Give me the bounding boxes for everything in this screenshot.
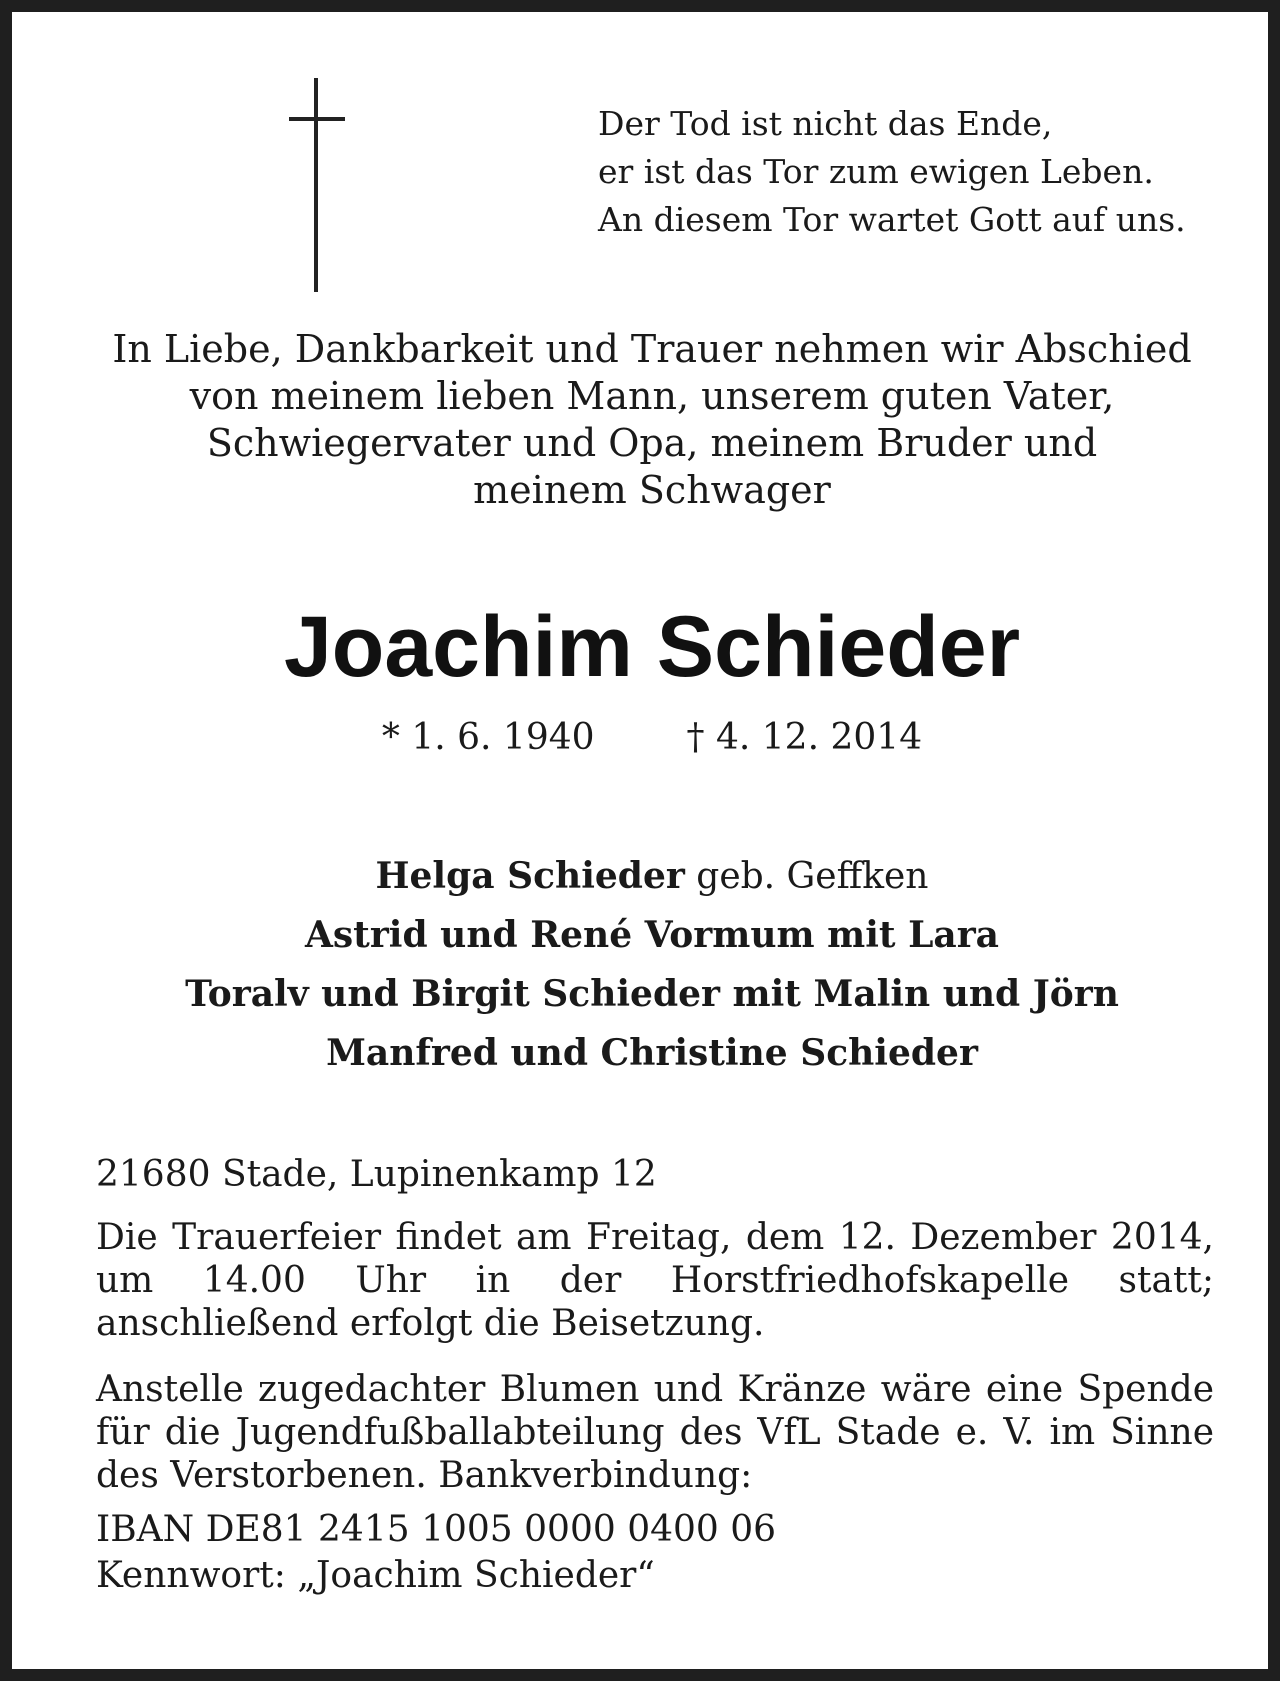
verse-line: Der Tod ist nicht das Ende, — [598, 104, 1053, 143]
intro-line: von meinem lieben Mann, unserem guten Vater, — [189, 374, 1115, 418]
life-dates — [52, 715, 1252, 761]
address: 21680 Stade, Lupinenkamp 12 — [96, 1154, 657, 1195]
mourner-line — [52, 1024, 1252, 1083]
intro-line: In Liebe, Dankbarkeit und Trauer nehmen wir Abschied — [112, 327, 1192, 371]
verse — [598, 100, 1186, 244]
mourners-list — [52, 847, 1252, 1083]
mourner-name: Manfred und Christine Schieder — [326, 1032, 978, 1074]
cross-icon-bar — [289, 117, 345, 121]
iban: IBAN DE81 2415 1005 0000 0400 06 — [96, 1509, 777, 1550]
birth-date: * 1. 6. 1940 — [381, 717, 595, 758]
verse-line: An diesem Tor wartet Gott auf uns. — [598, 200, 1186, 239]
funeral-info: Die Trauerfeier findet am Freitag, dem 12. Dezember 2014, um 14.00 Uhr in der Horstfriedhofskapelle statt; anschließend erfolgt die Beisetzung. — [96, 1217, 1214, 1344]
mourner-line — [52, 906, 1252, 965]
verse-line: er ist das Tor zum ewigen Leben. — [598, 152, 1154, 191]
cross-icon — [314, 78, 318, 292]
mourner-birth-name: geb. Geffken — [684, 856, 929, 897]
intro-text — [72, 326, 1232, 514]
mourner-line — [52, 965, 1252, 1024]
donation-keyword: Kennwort: „Joachim Schieder“ — [96, 1555, 655, 1596]
intro-line: Schwiegervater und Opa, meinem Bruder und — [206, 421, 1098, 465]
bank-details — [96, 1507, 776, 1599]
intro-line: meinem Schwager — [473, 468, 831, 512]
mourner-name: Toralv und Birgit Schieder mit Malin und Jörn — [185, 973, 1119, 1015]
mourner-name: Astrid und René Vormum mit Lara — [304, 914, 1000, 956]
mourner-name: Helga Schieder — [375, 855, 685, 897]
mourner-line — [52, 847, 1252, 906]
donation-info: Anstelle zugedachter Blumen und Kränze wäre eine Spende für die Jugendfußballabteilung des VfL Stade e. V. im Sinne des Verstorbenen. Bankverbindung: — [96, 1369, 1214, 1496]
deceased-name: Joachim Schieder — [283, 599, 1021, 695]
death-date: † 4. 12. 2014 — [686, 717, 923, 758]
